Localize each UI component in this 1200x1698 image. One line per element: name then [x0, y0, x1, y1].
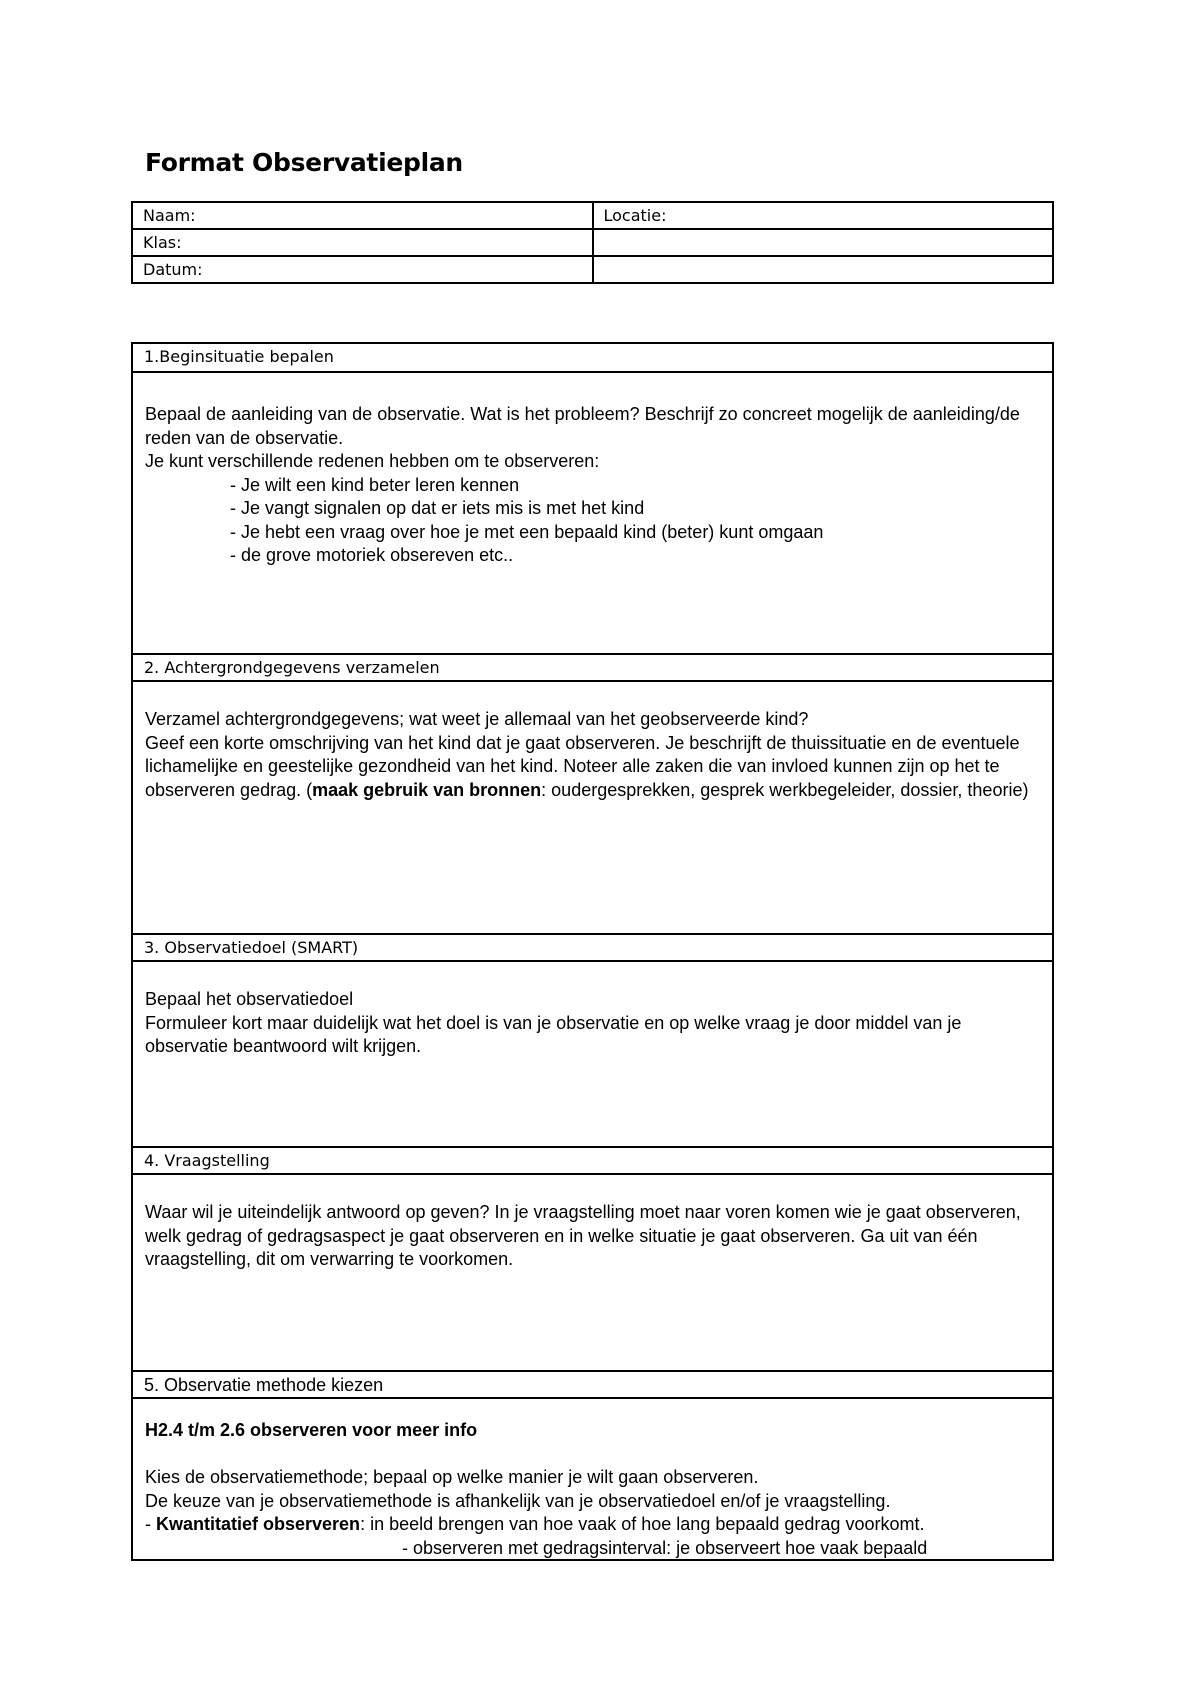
document-title: Format Observatieplan [145, 148, 463, 177]
list-item: - Je hebt een vraag over hoe je met een bepaald kind (beter) kunt omgaan [230, 521, 824, 542]
table-row [132, 256, 1053, 283]
locatie-field[interactable]: Locatie: [593, 202, 1054, 229]
datum-field[interactable]: Datum: [132, 256, 593, 283]
section-1-text: Je kunt verschillende redenen hebben om te observeren: [145, 451, 600, 471]
section-5-text: - observeren met gedragsinterval: je observeert hoe vaak bepaald [402, 1537, 928, 1558]
info-table [131, 201, 1054, 284]
section-4-header: 4. Vraagstelling [133, 1146, 1052, 1175]
section-2-body[interactable] [145, 708, 1042, 802]
bold-text: maak gebruik van bronnen [312, 779, 542, 800]
section-3-text: Formuleer kort maar duidelijk wat het doel is van je observatie en op welke vraag je door middel van je observatie beantwoord wilt krijgen. [145, 1012, 962, 1056]
section-5-header: 5. Observatie methode kiezen [133, 1370, 1052, 1399]
section-3-text: Bepaal het observatiedoel [145, 989, 354, 1009]
observation-plan-table [131, 342, 1054, 1561]
section-2-header: 2. Achtergrondgegevens verzamelen [133, 653, 1052, 682]
klas-field[interactable]: Klas: [132, 229, 593, 256]
section-5-text: De keuze van je observatiemethode is afhankelijk van je observatiedoel en/of je vraagstelling. [145, 1490, 891, 1511]
empty-cell[interactable] [593, 229, 1054, 256]
section-5-subheading: H2.4 t/m 2.6 observeren voor meer info [145, 1420, 478, 1440]
section-3-body[interactable] [145, 988, 1042, 1059]
list-item: - Je vangt signalen op dat er iets mis is met het kind [230, 498, 645, 518]
table-row [132, 202, 1053, 229]
list-item: - de grove motoriek obsereven etc.. [230, 545, 514, 565]
spacer [145, 1443, 1042, 1467]
list-item: - Je wilt een kind beter leren kennen [230, 474, 520, 495]
bold-text: Kwantitatief observeren [156, 1514, 361, 1534]
table-row [132, 229, 1053, 256]
section-5-body[interactable] [145, 1419, 1042, 1560]
section-4-body[interactable] [145, 1201, 1042, 1272]
section-2-text: Geef een korte omschrijving van het kind dat je gaat observeren. Je beschrijft de thuissituatie en de eventuele lichamelijke en geestelijke gezondheid van het kind. Noteer alle zaken die van invloed kunnen zijn op het te observeren gedrag. (maak gebruik van bronnen: oudergesprekken, gesprek werkbegeleider, dossier, theorie) [145, 732, 1029, 800]
section-1-body[interactable] [145, 403, 1042, 568]
section-3-header: 3. Observatiedoel (SMART) [133, 933, 1052, 962]
naam-field[interactable]: Naam: [132, 202, 593, 229]
section-2-text: Verzamel achtergrondgegevens; wat weet je allemaal van het geobserveerde kind? [145, 709, 809, 729]
section-5-text: Kies de observatiemethode; bepaal op welke manier je wilt gaan observeren. [145, 1467, 759, 1487]
section-5-text: - Kwantitatief observeren: in beeld brengen van hoe vaak of hoe lang bepaald gedrag voorkomt. [145, 1514, 925, 1534]
empty-cell[interactable] [593, 256, 1054, 283]
section-1-text: Bepaal de aanleiding van de observatie. Wat is het probleem? Beschrijf zo concreet mogelijk de aanleiding/de reden van de observatie. [145, 404, 1020, 448]
section-1-header: 1.Beginsituatie bepalen [133, 344, 1052, 373]
section-4-text: Waar wil je uiteindelijk antwoord op geven? In je vraagstelling moet naar voren komen wie je gaat observeren, welk gedrag of gedragsaspect je gaat observeren en in welke situatie je gaat observeren. Ga uit van één vraagstelling, dit om verwarring te voorkomen. [145, 1202, 1021, 1269]
